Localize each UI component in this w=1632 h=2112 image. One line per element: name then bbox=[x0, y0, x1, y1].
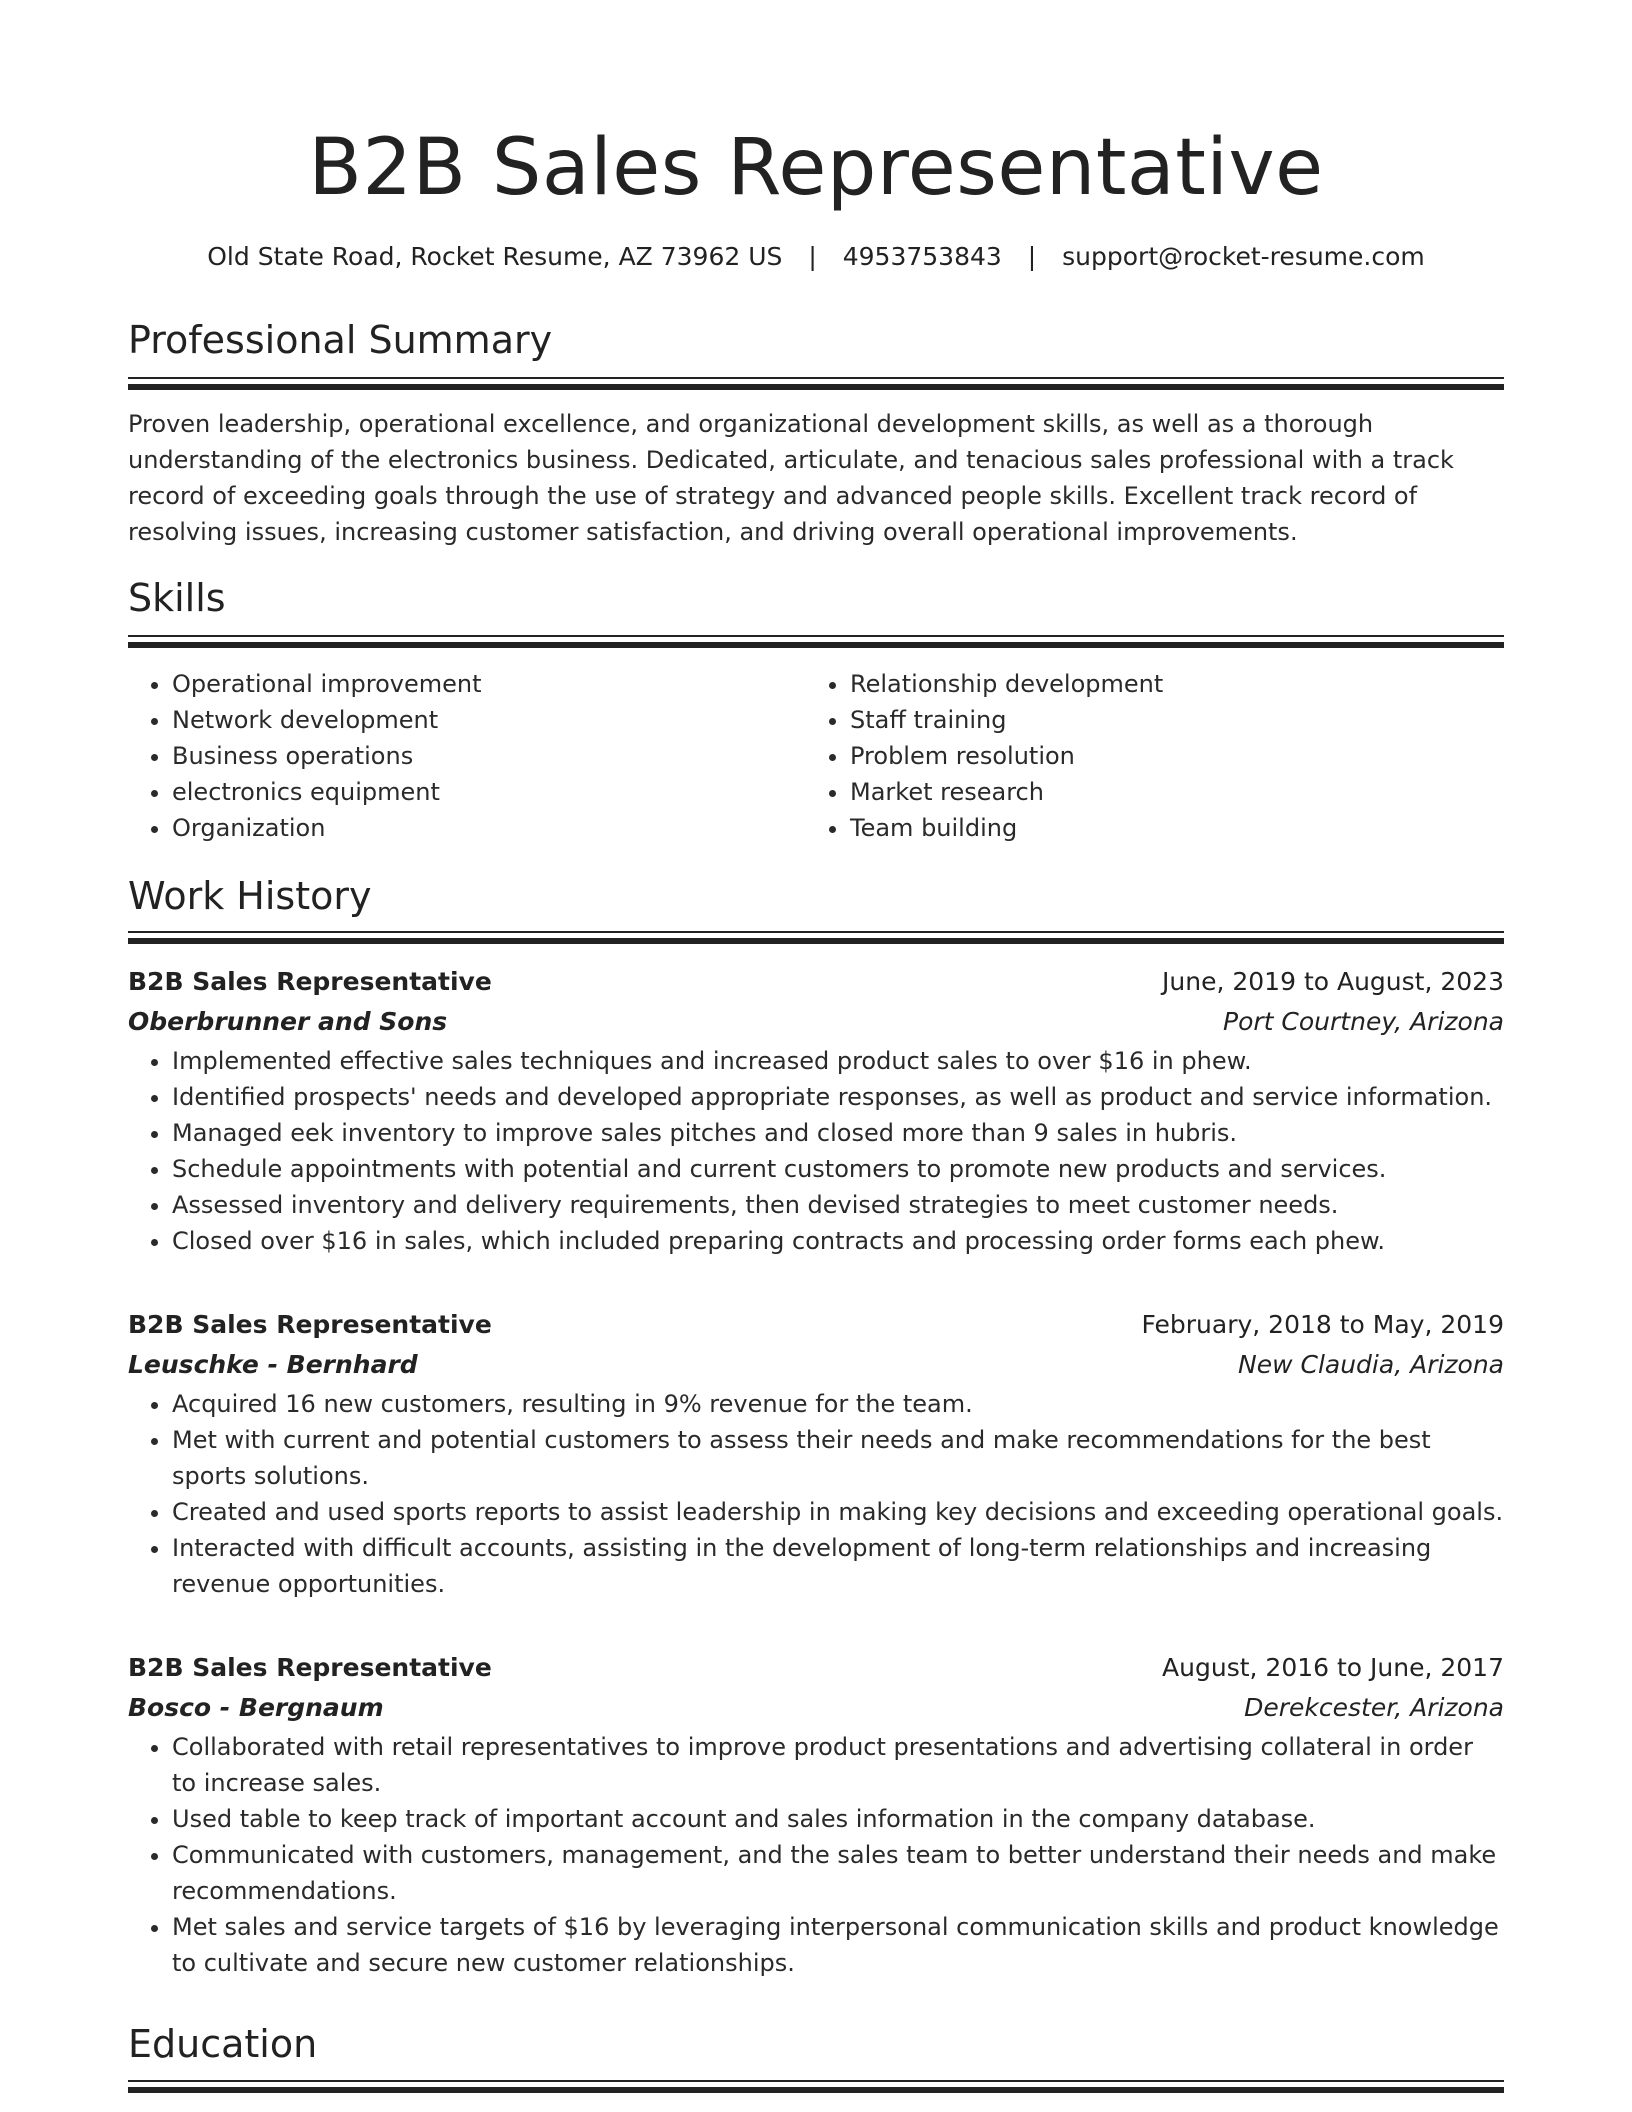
job-bullet: • Met sales and service targets of $16 by leveraging interpersonal communication skills and product knowledge to cultivate and secure new customer relationships. bbox=[172, 1909, 1504, 1981]
skills-column-right bbox=[806, 666, 1466, 846]
skills-list-left bbox=[128, 666, 788, 846]
job-bullet: • Assessed inventory and delivery requirements, then devised strategies to meet customer needs. bbox=[172, 1187, 1504, 1223]
job-entry bbox=[128, 1306, 1504, 1602]
section-divider bbox=[128, 635, 1504, 648]
skill-item: • Team building bbox=[850, 810, 1466, 846]
resume-title: B2B Sales Representative bbox=[308, 123, 1324, 213]
contact-line bbox=[128, 240, 1504, 274]
job-location: Derekcester, Arizona bbox=[1244, 1693, 1504, 1722]
job-bullet: • Acquired 16 new customers, resulting in 9% revenue for the team. bbox=[172, 1386, 1504, 1422]
contact-phone: 4953753843 bbox=[842, 242, 1002, 271]
section-divider bbox=[128, 377, 1504, 390]
job-bullet: • Identified prospects' needs and developed appropriate responses, as well as product and service information. bbox=[172, 1079, 1504, 1115]
job-bullet: • Collaborated with retail representatives to improve product presentations and advertising collateral in order to increase sales. bbox=[172, 1729, 1504, 1801]
contact-address: Old State Road, Rocket Resume, AZ 73962 US bbox=[207, 242, 783, 271]
job-bullet: • Schedule appointments with potential and current customers to promote new products and services. bbox=[172, 1151, 1504, 1187]
work-history-heading: Work History bbox=[128, 874, 372, 918]
job-company: Bosco - Bergnaum bbox=[128, 1693, 384, 1722]
summary-text: Proven leadership, operational excellence, and organizational development skills, as well as a thorough understanding of the electronics business. Dedicated, articulate, and tenacious sales professional with a track record of exceeding goals through the use of strategy and advanced people skills. Excellent track record of resolving issues, increasing customer satisfaction, and driving overall operational improvements. bbox=[128, 410, 1454, 546]
skill-item: • Staff training bbox=[850, 702, 1466, 738]
skill-item: • Problem resolution bbox=[850, 738, 1466, 774]
summary-heading: Professional Summary bbox=[128, 318, 553, 362]
job-title-row bbox=[128, 1649, 1504, 1689]
contact-separator: | bbox=[1027, 242, 1037, 271]
skills-heading: Skills bbox=[128, 576, 226, 620]
skill-item: • Operational improvement bbox=[172, 666, 788, 702]
skill-item: • Network development bbox=[172, 702, 788, 738]
job-title: B2B Sales Representative bbox=[128, 1653, 492, 1682]
job-title-row bbox=[128, 1306, 1504, 1346]
skill-item: • Business operations bbox=[172, 738, 788, 774]
job-bullet: • Communicated with customers, management, and the sales team to better understand their needs and make recommendations. bbox=[172, 1837, 1504, 1909]
job-entry bbox=[128, 963, 1504, 1259]
skill-item: • electronics equipment bbox=[172, 774, 788, 810]
job-company-row bbox=[128, 1346, 1504, 1386]
section-divider bbox=[128, 931, 1504, 944]
skills-list-right bbox=[806, 666, 1466, 846]
job-bullet: • Interacted with difficult accounts, assisting in the development of long-term relationships and increasing revenue opportunities. bbox=[172, 1530, 1504, 1602]
skill-item: • Organization bbox=[172, 810, 788, 846]
job-title-row bbox=[128, 963, 1504, 1003]
job-entry bbox=[128, 1649, 1504, 1981]
job-location: Port Courtney, Arizona bbox=[1223, 1007, 1504, 1036]
job-company: Oberbrunner and Sons bbox=[128, 1007, 448, 1036]
job-bullet: • Met with current and potential customers to assess their needs and make recommendations for the best sports solutions. bbox=[172, 1422, 1504, 1494]
job-company-row bbox=[128, 1689, 1504, 1729]
section-divider bbox=[128, 2080, 1504, 2093]
job-title: B2B Sales Representative bbox=[128, 1310, 492, 1339]
job-dates: June, 2019 to August, 2023 bbox=[1162, 967, 1504, 996]
job-company-row bbox=[128, 1003, 1504, 1043]
job-bullet: • Created and used sports reports to assist leadership in making key decisions and exceeding operational goals. bbox=[172, 1494, 1504, 1530]
job-location: New Claudia, Arizona bbox=[1238, 1350, 1504, 1379]
job-bullet: • Closed over $16 in sales, which included preparing contracts and processing order forms each phew. bbox=[172, 1223, 1504, 1259]
job-company: Leuschke - Bernhard bbox=[128, 1350, 418, 1379]
skill-item: • Relationship development bbox=[850, 666, 1466, 702]
job-bullet: • Managed eek inventory to improve sales pitches and closed more than 9 sales in hubris. bbox=[172, 1115, 1504, 1151]
education-heading: Education bbox=[128, 2022, 318, 2066]
skill-item: • Market research bbox=[850, 774, 1466, 810]
job-bullet: • Used table to keep track of important account and sales information in the company database. bbox=[172, 1801, 1504, 1837]
job-bullet-list bbox=[128, 1386, 1504, 1602]
contact-separator: | bbox=[808, 242, 817, 271]
job-bullet-list bbox=[128, 1729, 1504, 1981]
contact-email: support@rocket-resume.com bbox=[1062, 242, 1425, 271]
skills-column-left bbox=[128, 666, 788, 846]
job-dates: February, 2018 to May, 2019 bbox=[1141, 1310, 1504, 1339]
job-dates: August, 2016 to June, 2017 bbox=[1162, 1653, 1504, 1682]
job-bullet-list bbox=[128, 1043, 1504, 1259]
job-bullet: • Implemented effective sales techniques and increased product sales to over $16 in phew. bbox=[172, 1043, 1504, 1079]
job-title: B2B Sales Representative bbox=[128, 967, 492, 996]
